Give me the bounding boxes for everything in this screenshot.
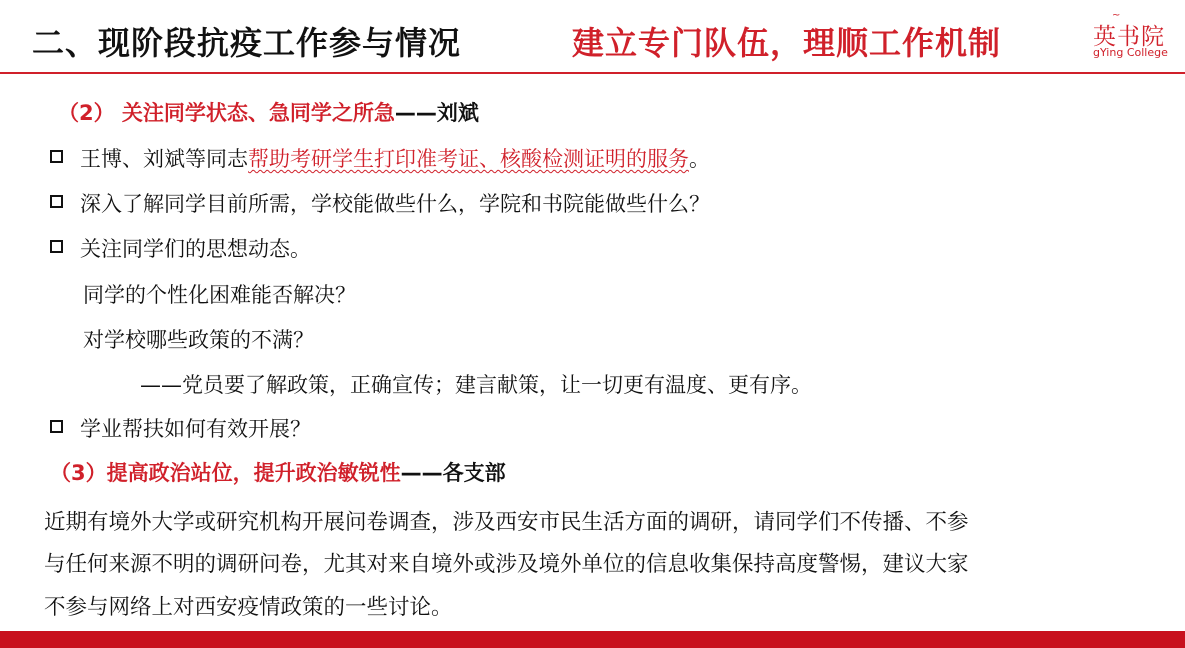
- bullet-item-4: 学业帮扶如何有效开展？: [80, 417, 311, 441]
- section-3-title: （3）提高政治站位，提升政治敏锐性: [50, 461, 401, 485]
- logo-chinese-text: 英书院: [1093, 24, 1165, 50]
- footer-bar: [0, 631, 1185, 648]
- section-3-heading: [50, 457, 506, 487]
- sub-item-2: 对学校哪些政策的不满？: [83, 328, 314, 352]
- section-2-owner: ——刘斌: [394, 101, 479, 125]
- section-3-owner: ——各支部: [400, 461, 506, 485]
- slide-subtitle: 建立专门队伍，理顺工作机制: [572, 24, 1002, 62]
- bullet-1-highlight: 帮助考研学生打印准考证、核酸检测证明的服务: [248, 147, 689, 171]
- logo-mark: ~: [1112, 10, 1121, 21]
- section-2-heading: [58, 97, 479, 127]
- checkbox-bullet-icon: [50, 240, 63, 253]
- sub-item-1: 同学的个性化困难能否解决？: [83, 283, 356, 307]
- logo-english-text: gYing College: [1093, 46, 1168, 59]
- bullet-1-suffix: 。: [689, 147, 710, 171]
- section-2-title: （2） 关注同学状态、急同学之所急: [58, 101, 395, 125]
- slide-header: [0, 0, 1185, 78]
- checkbox-bullet-icon: [50, 150, 63, 163]
- checkbox-bullet-icon: [50, 195, 63, 208]
- bullet-item-2: 深入了解同学目前所需，学校能做些什么，学院和书院能做些什么？: [80, 192, 710, 216]
- bullet-item-3: 关注同学们的思想动态。: [80, 237, 311, 261]
- paragraph-line-1: 近期有境外大学或研究机构开展问卷调查，涉及西安市民生活方面的调研，请同学们不传播、不参: [44, 510, 969, 535]
- bullet-item-1: [80, 143, 710, 173]
- paragraph-line-3: 不参与网络上对西安疫情政策的一些讨论。: [44, 595, 453, 620]
- paragraph-line-2: 与任何来源不明的调研问卷，尤其对来自境外或涉及境外单位的信息收集保持高度警惕，建议大家: [44, 552, 969, 577]
- checkbox-bullet-icon: [50, 420, 63, 433]
- slide-title: 二、现阶段抗疫工作参与情况: [32, 24, 462, 62]
- college-logo: [1088, 10, 1180, 70]
- header-divider: [0, 72, 1185, 74]
- party-member-note: ——党员要了解政策，正确宣传；建言献策，让一切更有温度、更有序。: [140, 373, 812, 397]
- bullet-1-prefix: 王博、刘斌等同志: [80, 147, 248, 171]
